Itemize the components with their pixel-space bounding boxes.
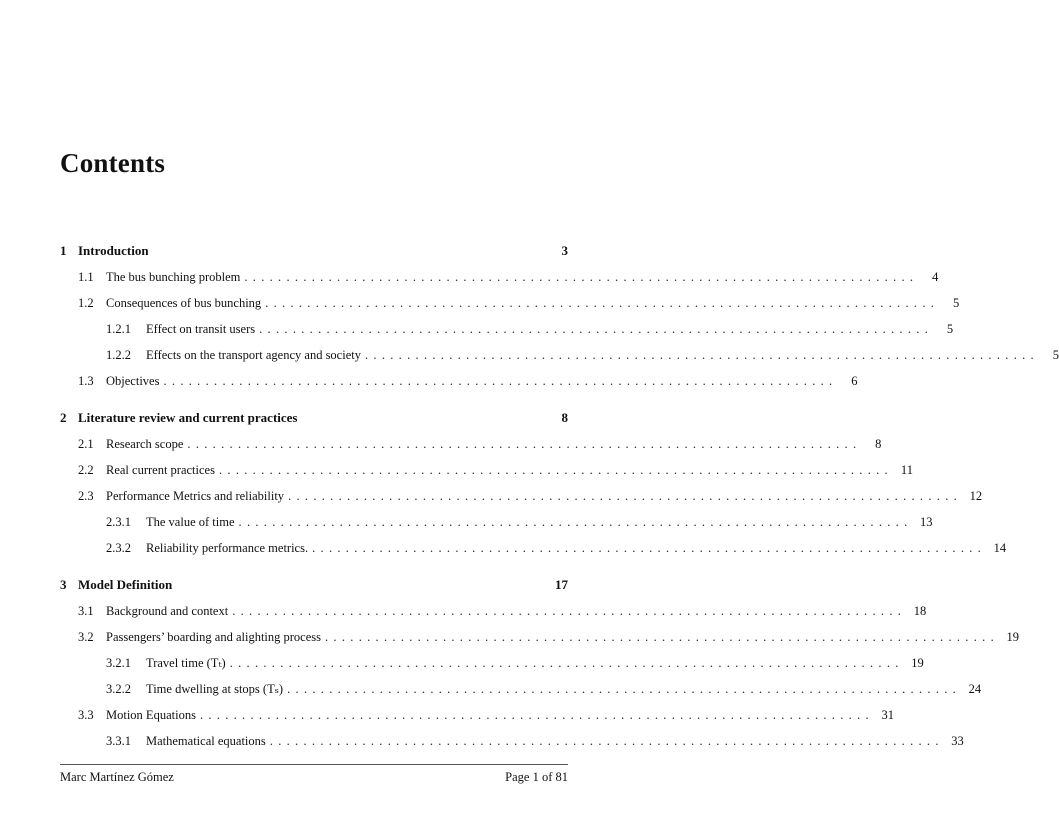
toc-entry-title: Real current practices xyxy=(106,463,215,477)
toc-subsection-entry[interactable] xyxy=(60,732,964,750)
toc-entry-title: Consequences of bus bunching xyxy=(106,296,262,310)
toc-section-entry[interactable] xyxy=(60,372,858,390)
toc-chapter-entry[interactable] xyxy=(60,409,568,427)
toc-entry-page: 33 xyxy=(951,734,964,748)
toc-entry-page: 24 xyxy=(968,682,982,696)
toc-entry-number: 3.1 xyxy=(78,604,94,618)
toc-dot-leader: ................................................................................ xyxy=(238,515,913,529)
toc-entry-page: 5 xyxy=(952,296,960,310)
toc-entry-number: 1.2.1 xyxy=(106,322,131,336)
toc-entry-page: 31 xyxy=(881,708,894,722)
toc-entry-page: 8 xyxy=(875,437,882,451)
toc-entry-number: 1 xyxy=(60,243,67,258)
toc-subsection-entry[interactable] xyxy=(60,680,982,698)
toc-subsection-entry[interactable] xyxy=(60,539,1007,557)
toc-dot-leader: ................................................................................ xyxy=(229,656,904,670)
toc-entry-title: Motion Equations xyxy=(106,708,196,722)
toc-section-entry[interactable] xyxy=(60,268,939,286)
toc-chapter-entry[interactable] xyxy=(60,242,568,260)
toc-entry-number: 2.3 xyxy=(78,489,94,503)
toc-subsection-entry[interactable] xyxy=(60,346,1059,364)
toc-section-entry[interactable] xyxy=(60,628,1019,646)
toc-dot-leader: ................................................................................ xyxy=(232,604,907,618)
toc-entry-title: Effect on transit users xyxy=(146,322,256,336)
toc-entry-number: 2.3.2 xyxy=(106,541,131,555)
toc-entry-title: Model Definition xyxy=(78,577,173,592)
toc-dot-leader: ................................................................................ xyxy=(218,463,893,477)
toc-entry-number: 2.3.1 xyxy=(106,515,131,529)
toc-entry-page: 4 xyxy=(932,270,939,284)
toc-dot-leader: ................................................................................ xyxy=(244,270,919,284)
footer-divider xyxy=(60,764,568,765)
toc-section-entry[interactable] xyxy=(60,706,894,724)
toc-section-entry[interactable] xyxy=(60,435,882,453)
toc-subsection-entry[interactable] xyxy=(60,513,933,531)
toc-entry-page: 5 xyxy=(946,322,954,336)
toc-entry-number: 3.2.2 xyxy=(106,682,131,696)
toc-entry-page: 18 xyxy=(913,604,927,618)
toc-section-entry[interactable] xyxy=(60,602,927,620)
toc-entry-title: Time dwelling at stops (Tₛ) xyxy=(146,682,284,696)
toc-entry-page: 6 xyxy=(851,374,858,388)
toc-dot-leader: ................................................................................ xyxy=(287,682,962,696)
toc-section-entry[interactable] xyxy=(60,461,913,479)
toc-entry-page: 19 xyxy=(1006,630,1019,644)
toc-entry-number: 3.2.1 xyxy=(106,656,131,670)
toc-dot-leader: ................................................................................ xyxy=(312,541,987,555)
toc-entry-title: Effects on the transport agency and society xyxy=(146,348,361,362)
toc-entry-number: 3.3.1 xyxy=(106,734,131,748)
toc-entry-number: 1.3 xyxy=(78,374,94,388)
toc-entry-title: Objectives xyxy=(106,374,160,388)
toc-entry-number: 3.3 xyxy=(78,708,94,722)
toc-entry-title: Reliability performance metrics. xyxy=(146,541,309,555)
toc-section-entry[interactable] xyxy=(60,294,960,312)
toc-entry-title: Mathematical equations xyxy=(146,734,266,748)
toc-entry-number: 1.2.2 xyxy=(106,348,131,362)
toc-section-entry[interactable] xyxy=(60,487,983,505)
toc-dot-leader: ................................................................................ xyxy=(265,296,940,310)
toc-entry-title: Passengers’ boarding and alighting process xyxy=(106,630,321,644)
page-title: Contents xyxy=(60,148,166,178)
toc-entry-page: 14 xyxy=(993,541,1007,555)
toc-entry-title: Performance Metrics and reliability xyxy=(106,489,285,503)
toc-entry-page: 3 xyxy=(561,243,568,258)
toc-entry-number: 3 xyxy=(60,577,67,592)
toc-entry-title: Introduction xyxy=(78,243,149,258)
toc-entry-title: Research scope xyxy=(106,437,184,451)
toc-entry-number: 2 xyxy=(60,410,67,425)
toc-dot-leader: ................................................................................ xyxy=(269,734,944,748)
toc-entry-number: 3.2 xyxy=(78,630,94,644)
toc-dot-leader: ................................................................................ xyxy=(187,437,862,451)
toc-entry-page: 8 xyxy=(561,410,568,425)
toc-chapter-entry[interactable] xyxy=(60,576,568,594)
toc-dot-leader: ................................................................................ xyxy=(163,374,838,388)
toc-subsection-entry[interactable] xyxy=(60,320,954,338)
toc-entry-number: 1.2 xyxy=(78,296,94,310)
toc-entry-number: 2.2 xyxy=(78,463,94,477)
toc-entry-page: 17 xyxy=(555,577,568,592)
toc-entry-number: 2.1 xyxy=(78,437,94,451)
toc-entry-page: 11 xyxy=(900,463,913,477)
footer-author: Marc Martínez Gómez xyxy=(60,770,174,784)
toc-entry-title: The bus bunching problem xyxy=(106,270,241,284)
toc-dot-leader: ................................................................................ xyxy=(364,348,1039,362)
toc-dot-leader: ................................................................................ xyxy=(259,322,934,336)
toc-entry-page: 12 xyxy=(969,489,983,503)
toc-entry-title: The value of time xyxy=(146,515,235,529)
footer-page-number: Page 1 of 81 xyxy=(505,770,568,784)
toc-entry-page: 19 xyxy=(911,656,924,670)
toc-dot-leader: ................................................................................ xyxy=(288,489,963,503)
toc-subsection-entry[interactable] xyxy=(60,654,924,672)
toc-entry-title: Background and context xyxy=(106,604,229,618)
toc-entry-number: 1.1 xyxy=(78,270,94,284)
toc-entry-title: Literature review and current practices xyxy=(78,410,298,425)
toc-entry-page: 13 xyxy=(920,515,933,529)
toc-dot-leader: ................................................................................ xyxy=(325,630,999,644)
toc-entry-title: Travel time (Tₜ) xyxy=(146,656,226,670)
toc-dot-leader: ................................................................................ xyxy=(199,708,874,722)
toc-entry-page: 5 xyxy=(1052,348,1059,362)
